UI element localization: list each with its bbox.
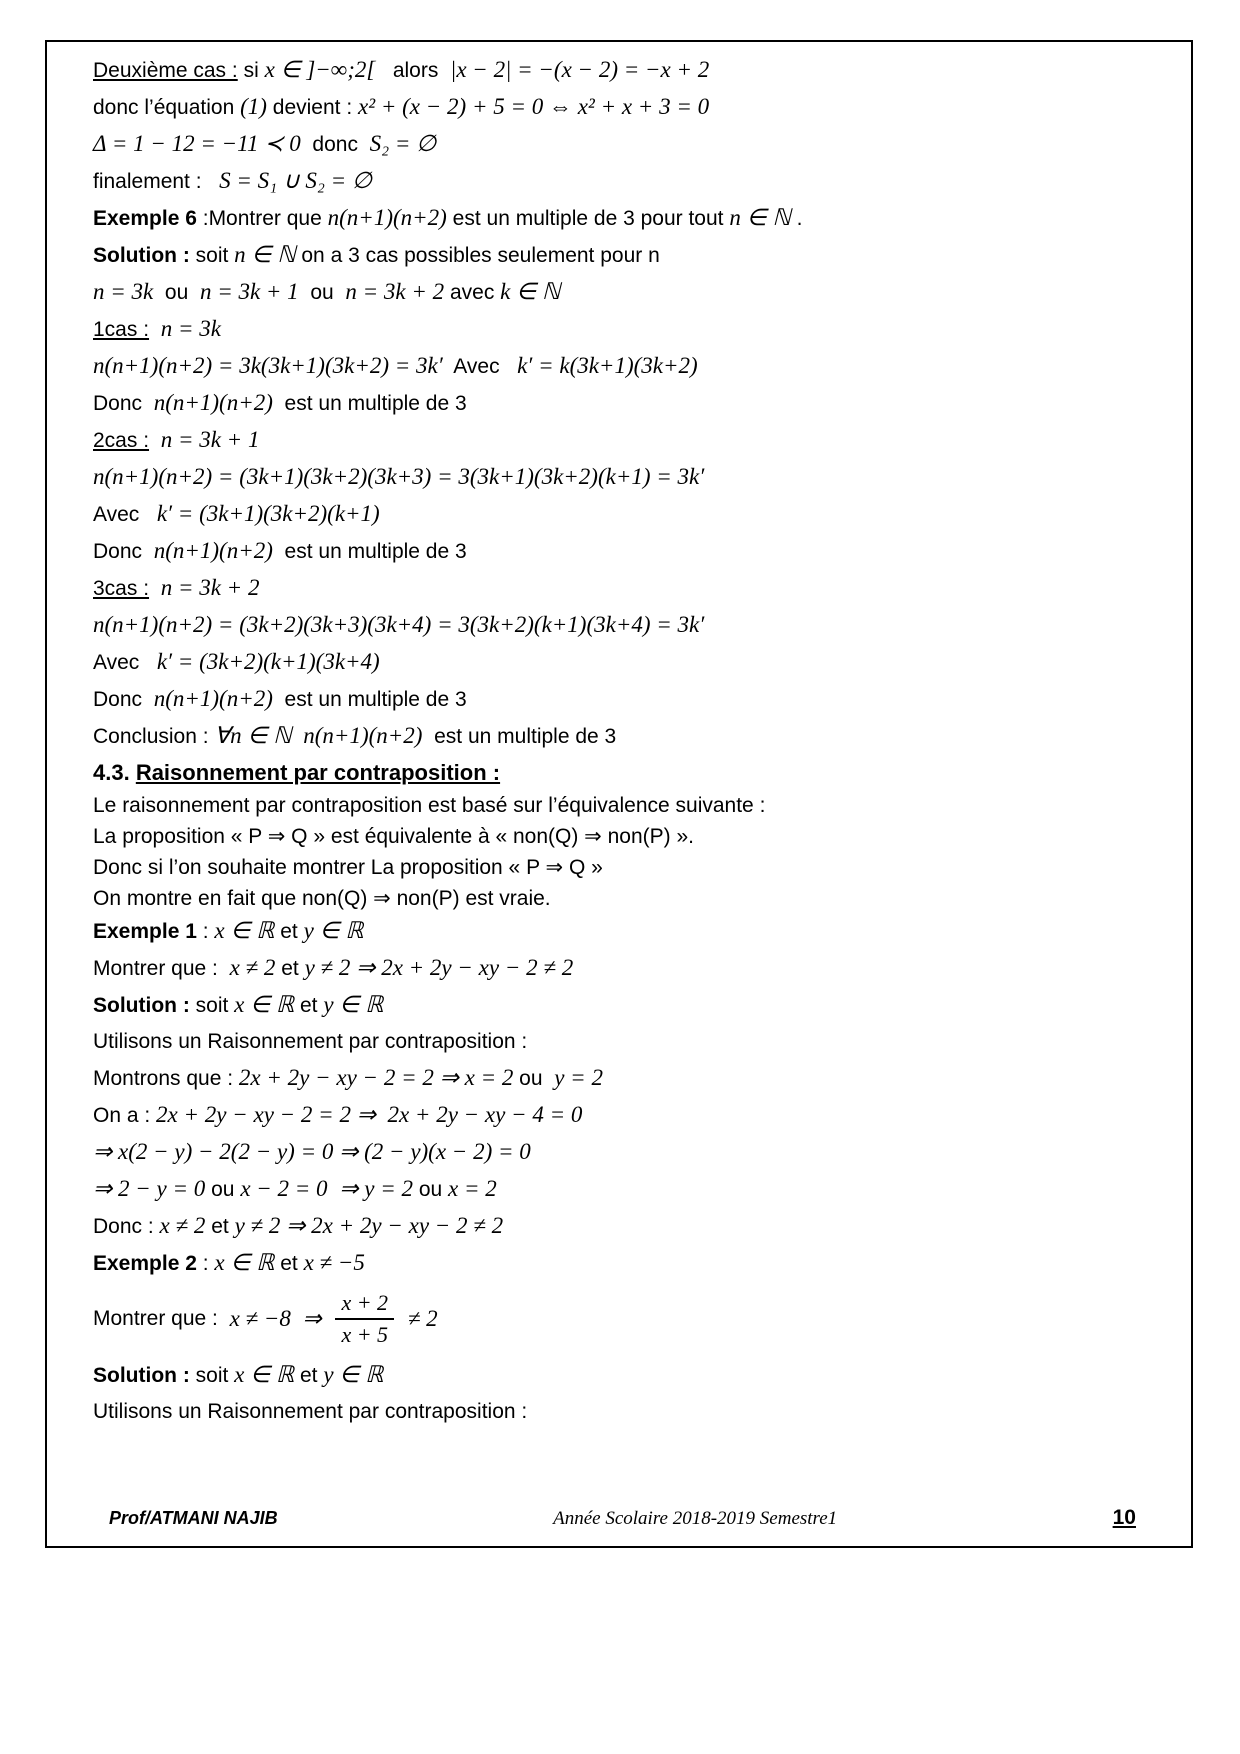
doc-line xyxy=(93,461,1161,494)
doc-line xyxy=(93,350,1161,383)
text-run: n ∈ ℕ xyxy=(729,205,791,230)
text-run: donc xyxy=(300,133,370,156)
doc-line xyxy=(93,54,1161,87)
text-run: soit xyxy=(195,244,235,267)
text-run: Donc : xyxy=(93,1215,160,1238)
text-run: y ∈ ℝ xyxy=(323,992,384,1017)
text-run xyxy=(328,1178,340,1201)
footer-schoolyear: Année Scolaire 2018-2019 Semestre1 xyxy=(553,1508,838,1529)
text-run: On a : xyxy=(93,1104,157,1127)
text-run: 4.3. xyxy=(93,760,136,785)
text-run: Raisonnement par contraposition : xyxy=(135,760,501,785)
text-run: et xyxy=(294,994,324,1017)
text-run: Exemple 2 xyxy=(93,1252,203,1275)
text-run: n = 3k + 1 xyxy=(160,427,260,452)
text-run: est un multiple de 3 xyxy=(272,540,467,563)
text-run: k ∈ ℕ xyxy=(500,279,561,304)
doc-line xyxy=(93,1062,1161,1095)
text-run: alors xyxy=(375,59,451,82)
text-run xyxy=(149,429,161,452)
text-run: Solution : xyxy=(93,1363,196,1387)
text-run: : xyxy=(202,1252,215,1275)
text-run: n = 3k + 1 xyxy=(199,279,299,304)
text-run: ou xyxy=(513,1067,555,1090)
doc-line xyxy=(93,165,1161,198)
text-run: y ≠ 2 ⇒ 2x + 2y − xy − 2 ≠ 2 xyxy=(304,955,574,980)
text-run: n(n+1)(n+2) xyxy=(303,723,423,748)
text-run: Donc xyxy=(93,540,154,563)
text-run: y ≠ 2 ⇒ 2x + 2y − xy − 2 ≠ 2 xyxy=(234,1213,504,1238)
content-frame xyxy=(45,40,1193,1548)
text-run: n = 3k + 2 xyxy=(345,279,445,304)
text-run: Δ = 1 − 12 = −11 ≺ 0 xyxy=(93,131,301,156)
text-run: n = 3k xyxy=(93,279,154,304)
doc-line xyxy=(93,1396,1161,1428)
text-run: est un multiple de 3 xyxy=(272,688,467,711)
text-run: Donc xyxy=(93,392,154,415)
text-run: ou xyxy=(153,281,200,304)
text-run: :Montrer que xyxy=(202,207,328,230)
text-run: x − 2 = 0 xyxy=(240,1176,328,1201)
doc-line xyxy=(93,1173,1161,1206)
fraction-denominator: x + 5 xyxy=(341,1322,389,1348)
doc-line xyxy=(93,128,1161,161)
text-run: et xyxy=(274,920,304,943)
text-run: 2x + 2y − xy − 2 = 2 ⇒ x = 2 xyxy=(238,1065,514,1090)
text-run: Utilisons un Raisonnement par contraposition : xyxy=(93,1399,528,1423)
text-run: 2cas : xyxy=(93,429,150,452)
text-run: et xyxy=(275,957,305,980)
text-run: ⇒ 2 − y = 0 xyxy=(93,1176,206,1201)
doc-line xyxy=(93,535,1161,568)
doc-line xyxy=(93,1284,1161,1355)
text-run: Conclusion : xyxy=(93,725,215,748)
text-run: est un multiple de 3 xyxy=(272,392,467,415)
footer-author: Prof/ATMANI NAJIB xyxy=(109,1508,278,1528)
text-run: 3cas : xyxy=(93,577,150,600)
text-run: y ∈ ℝ xyxy=(323,1361,384,1387)
text-run: Utilisons un Raisonnement par contraposition : xyxy=(93,1030,528,1053)
doc-line xyxy=(93,822,1161,852)
text-run: ⇒ x(2 − y) − 2(2 − y) = 0 ⇒ (2 − y)(x − 2) = 0 xyxy=(93,1139,531,1164)
doc-line xyxy=(93,757,1161,789)
doc-line xyxy=(93,424,1161,457)
doc-line xyxy=(93,952,1161,985)
text-run xyxy=(149,318,161,341)
text-run: Solution : xyxy=(93,994,196,1017)
text-run: k′ = (3k+2)(k+1)(3k+4) xyxy=(156,649,380,674)
text-run: x ∈ ℝ xyxy=(214,918,275,943)
doc-line xyxy=(93,609,1161,642)
text-run: x ∈ ℝ xyxy=(234,1361,295,1387)
text-run: S₂ = ∅ xyxy=(369,131,437,156)
text-run: Avec xyxy=(442,355,518,378)
text-run: x ∈ ℝ xyxy=(214,1250,275,1275)
text-run: Montrer que : xyxy=(93,957,230,980)
doc-line xyxy=(93,1359,1161,1392)
text-run: 1cas : xyxy=(93,318,150,341)
text-run: x ≠ 2 xyxy=(159,1213,206,1238)
text-run: est un multiple de 3 pour tout xyxy=(446,207,730,230)
doc-line xyxy=(93,791,1161,821)
text-run: n(n+1)(n+2) xyxy=(153,686,273,711)
text-run: La proposition « P ⇒ Q » est équivalente à « non(Q) ⇒ non(P) ». xyxy=(93,825,694,848)
text-run: Donc si l’on souhaite montrer La proposition « P ⇒ Q » xyxy=(93,856,603,879)
doc-line xyxy=(93,276,1161,309)
text-run: On montre en fait que non(Q) ⇒ non(P) est vraie. xyxy=(93,887,551,910)
text-run: n(n+1)(n+2) = (3k+1)(3k+2)(3k+3) = 3(3k+1)(3k+2)(k+1) = 3k′ xyxy=(93,464,705,489)
text-run: n ∈ ℕ xyxy=(234,242,302,267)
doc-line xyxy=(93,853,1161,883)
text-run: et xyxy=(205,1215,235,1238)
text-run: soit xyxy=(195,994,235,1017)
text-run: n(n+1)(n+2) xyxy=(153,538,273,563)
text-run xyxy=(149,577,161,600)
text-run: ⇒ y = 2 xyxy=(339,1176,413,1201)
text-run: n(n+1)(n+2) = (3k+2)(3k+3)(3k+4) = 3(3k+2)(k+1)(3k+4) = 3k′ xyxy=(93,612,705,637)
text-run: x ∈ ℝ xyxy=(234,992,295,1017)
doc-line xyxy=(93,387,1161,420)
doc-line xyxy=(93,1210,1161,1243)
document-body xyxy=(47,42,1191,1428)
text-run: . xyxy=(790,207,803,230)
text-run: ≠ 2 xyxy=(402,1306,438,1332)
text-run: (1) xyxy=(240,94,267,119)
text-run: k′ = (3k+1)(3k+2)(k+1) xyxy=(156,501,380,526)
doc-line xyxy=(93,1247,1161,1280)
doc-line xyxy=(93,683,1161,716)
text-run: on a 3 cas possibles seulement pour n xyxy=(301,244,660,267)
text-run: est un multiple de 3 xyxy=(422,725,617,748)
text-run: finalement : xyxy=(93,170,220,193)
text-run: x ≠ −5 xyxy=(303,1250,365,1275)
text-run: ou xyxy=(413,1178,449,1201)
text-run: devient : xyxy=(266,96,359,119)
text-run: 2x + 2y − xy − 2 = 2 ⇒ 2x + 2y − xy − 4 = 0 xyxy=(156,1102,583,1127)
text-run: Exemple 6 xyxy=(93,207,203,230)
text-run: ∀n ∈ ℕ xyxy=(214,723,292,748)
text-run: Donc xyxy=(93,688,154,711)
doc-line xyxy=(93,239,1161,272)
doc-line xyxy=(93,884,1161,914)
doc-line xyxy=(93,1136,1161,1169)
text-run: S = S₁ ∪ S₂ = ∅ xyxy=(219,168,372,193)
text-run: x ≠ −8 ⇒ xyxy=(229,1306,328,1332)
text-run: n = 3k xyxy=(160,316,221,341)
doc-line xyxy=(93,91,1161,124)
text-run: n(n+1)(n+2) xyxy=(153,390,273,415)
text-run: ou xyxy=(298,281,346,304)
text-run: x² + (x − 2) + 5 = 0 ⇔ x² + x + 3 = 0 xyxy=(358,94,710,119)
page-footer xyxy=(47,1506,1191,1530)
text-run: avec xyxy=(444,281,501,304)
text-run: |x − 2| = −(x − 2) = −x + 2 xyxy=(450,57,710,82)
doc-line xyxy=(93,202,1161,235)
text-run: Avec xyxy=(93,651,157,674)
text-run: donc l’équation xyxy=(93,96,241,119)
text-run: y = 2 xyxy=(554,1065,603,1090)
text-run: n = 3k + 2 xyxy=(160,575,260,600)
doc-line xyxy=(93,989,1161,1022)
text-run: x = 2 xyxy=(448,1176,497,1201)
text-run: Avec xyxy=(93,503,157,526)
text-run: x ∈ ]−∞;2[ xyxy=(264,57,376,82)
text-run: et xyxy=(274,1252,304,1275)
text-run: n(n+1)(n+2) = 3k(3k+1)(3k+2) = 3k′ xyxy=(93,353,443,378)
doc-line xyxy=(93,646,1161,679)
text-run: ou xyxy=(205,1178,241,1201)
text-run: Montrer que : xyxy=(93,1307,230,1331)
text-run: k′ = k(3k+1)(3k+2) xyxy=(517,353,698,378)
footer-page-number: 10 xyxy=(1112,1506,1136,1529)
text-run: et xyxy=(294,1363,324,1387)
text-run: Le raisonnement par contraposition est basé sur l’équivalence suivante : xyxy=(93,794,766,817)
text-run: n(n+1)(n+2) xyxy=(327,205,447,230)
fraction xyxy=(335,1290,394,1349)
doc-line xyxy=(93,1026,1161,1058)
text-run: si xyxy=(237,59,265,82)
doc-line xyxy=(93,498,1161,531)
text-run: y ∈ ℝ xyxy=(303,918,364,943)
text-run: soit xyxy=(195,1363,235,1387)
text-run: Solution : xyxy=(93,244,196,267)
text-run: Deuxième cas : xyxy=(93,59,238,82)
doc-line xyxy=(93,720,1161,753)
fraction-numerator: x + 2 xyxy=(335,1290,394,1320)
doc-line xyxy=(93,1099,1161,1132)
doc-line xyxy=(93,313,1161,346)
text-run: x ≠ 2 xyxy=(229,955,276,980)
text-run: Exemple 1 xyxy=(93,920,203,943)
text-run: : xyxy=(202,920,215,943)
text-run xyxy=(292,725,304,748)
doc-line xyxy=(93,572,1161,605)
text-run: Montrons que : xyxy=(93,1067,239,1090)
doc-line xyxy=(93,915,1161,948)
